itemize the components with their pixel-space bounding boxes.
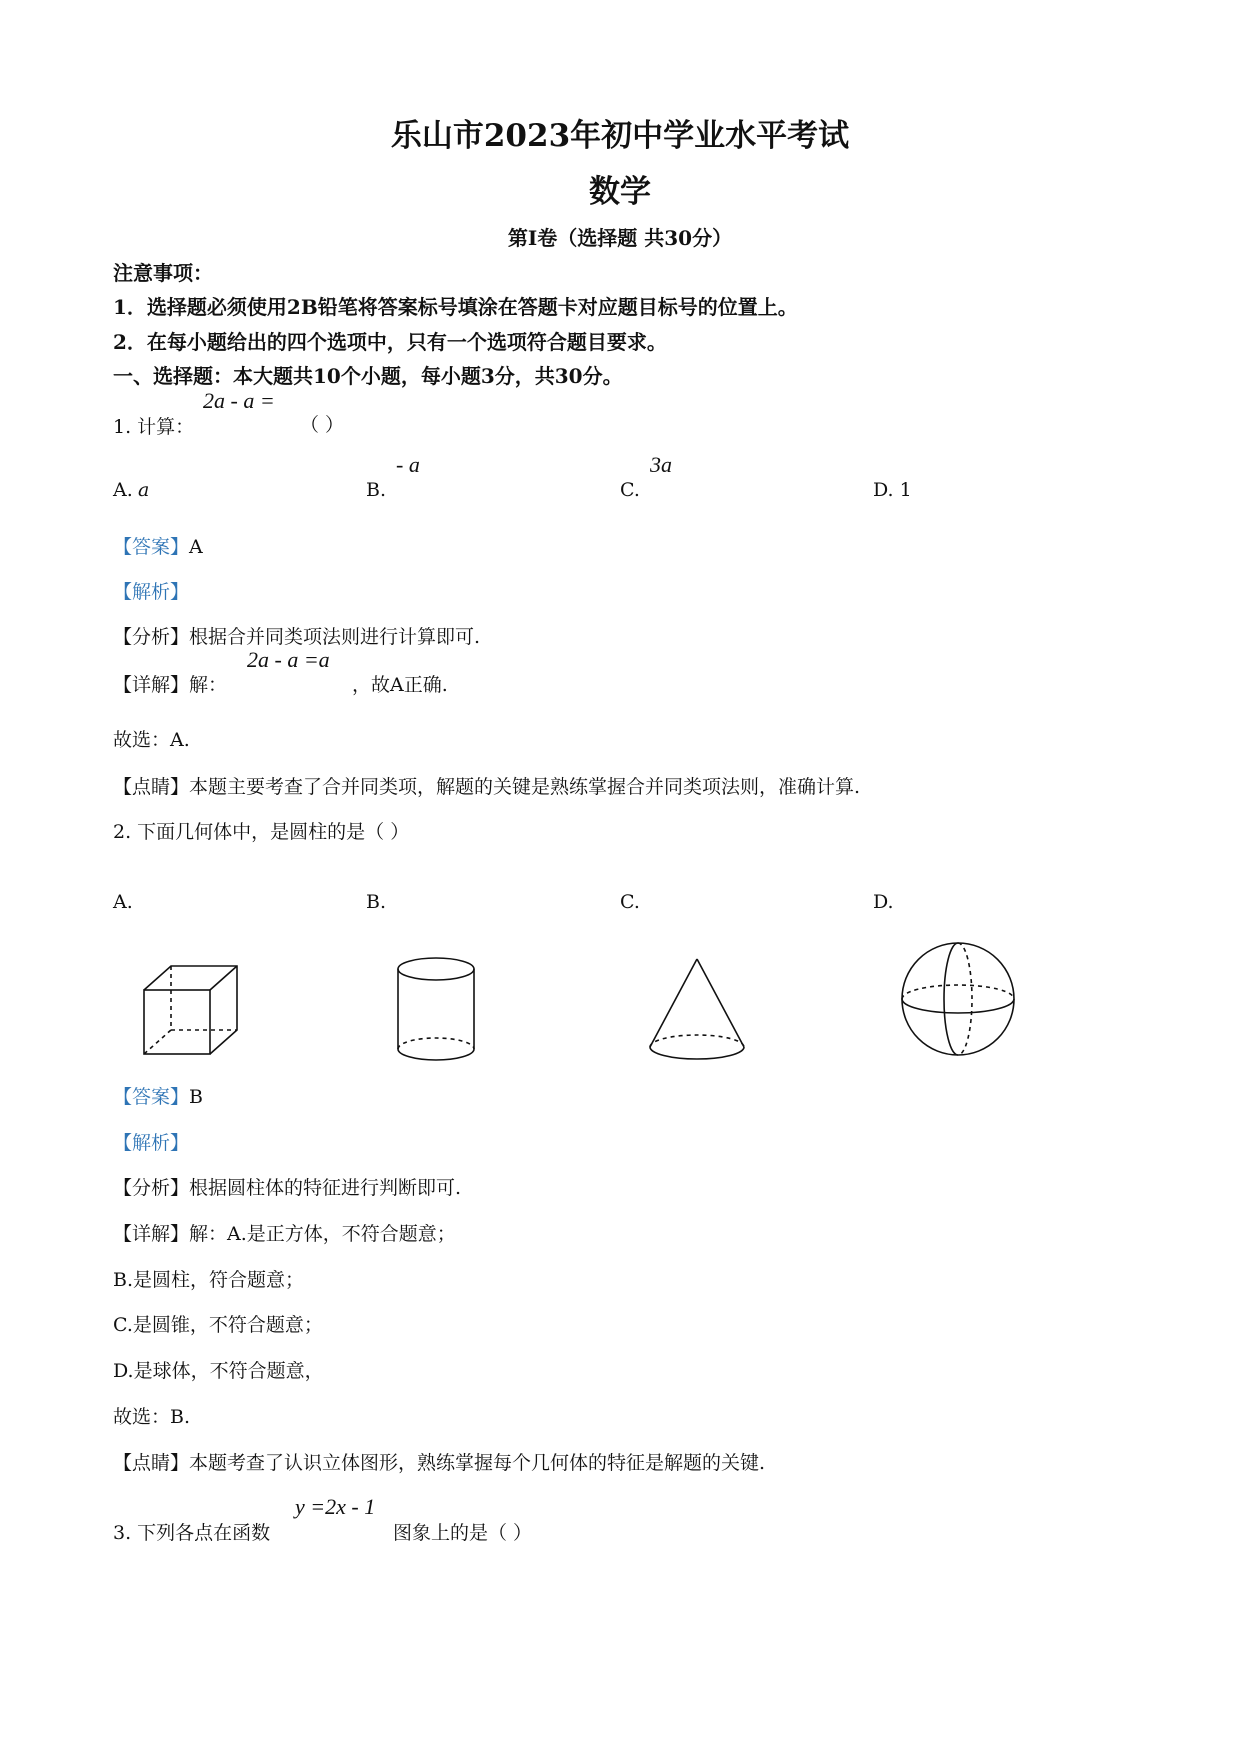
q2-answer-tag: 【答案】 <box>113 1086 190 1108</box>
q1-analysis-tag: 【解析】 <box>113 581 190 603</box>
q3-stem-prefix: 3. 下列各点在函数 <box>113 1522 271 1544</box>
q1-paren: （ ） <box>300 414 345 436</box>
q2-dianjing: 【点睛】本题考查了认识立体图形，熟练掌握每个几何体的特征是解题的关键. <box>113 1452 766 1474</box>
cone-base-back <box>650 1035 744 1047</box>
cone-base-front <box>650 1047 744 1059</box>
q1-xiangjie-formula: 2a - a =a <box>247 647 330 672</box>
notes-item-2: 2．在每小题给出的四个选项中，只有一个选项符合题目要求。 <box>113 330 667 354</box>
q1-answer <box>113 532 203 559</box>
sphere-meridian-front <box>944 943 958 1055</box>
q1-option-b-value: - a <box>396 452 420 477</box>
q2-answer <box>113 1082 203 1109</box>
cone-left-side <box>650 959 697 1047</box>
part-one-heading: 一、选择题：本大题共10个小题，每小题3分，共30分。 <box>113 364 623 388</box>
q2-guxuan: 故选：B. <box>113 1406 191 1428</box>
q1-option-c-value: 3a <box>650 452 672 477</box>
cone-right-side <box>697 959 744 1047</box>
notes-item-1: 1．选择题必须使用2B铅笔将答案标号填涂在答题卡对应题目标号的位置上。 <box>113 295 798 319</box>
q2-xiangjie: 【详解】解：A.是正方体，不符合题意； <box>113 1223 456 1245</box>
q2-option-a-label: A. <box>113 891 133 913</box>
sphere-figure <box>899 940 1017 1058</box>
sphere-equator-back <box>902 985 1014 999</box>
sphere-outline <box>902 943 1014 1055</box>
cylinder-bottom-front <box>398 1049 474 1060</box>
cylinder-bottom-back <box>398 1038 474 1049</box>
sphere-equator-front <box>902 999 1014 1013</box>
q2-line-b: B.是圆柱，符合题意； <box>113 1269 305 1291</box>
cube-front-face <box>144 990 210 1054</box>
cone-figure <box>647 955 747 1067</box>
q1-option-c-label: C. <box>620 479 640 501</box>
q1-option-d: D. 1 <box>873 479 912 501</box>
q1-answer-value: A <box>189 536 203 558</box>
q1-option-a-value: a <box>138 479 150 501</box>
q1-guxuan: 故选：A. <box>113 729 190 751</box>
cylinder-figure <box>395 955 477 1065</box>
q1-option-a-label: A. <box>113 479 133 501</box>
q1-xiangjie-suffix: ，故A正确. <box>352 674 448 696</box>
q2-fenxi: 【分析】根据圆柱体的特征进行判断即可. <box>113 1177 462 1199</box>
q2-analysis-tag: 【解析】 <box>113 1132 190 1154</box>
q1-option-b-label: B. <box>366 479 387 501</box>
q3-formula: y =2x - 1 <box>295 1494 376 1519</box>
q2-line-c: C.是圆锥，不符合题意； <box>113 1314 323 1336</box>
q1-xiangjie-prefix: 【详解】解： <box>113 674 228 696</box>
cube-figure <box>140 960 240 1060</box>
q2-option-b-label: B. <box>366 891 387 913</box>
q2-option-d-label: D. <box>873 891 894 913</box>
q1-answer-tag: 【答案】 <box>113 536 190 558</box>
section-title: 第I卷（选择题 共30分） <box>507 226 733 250</box>
cube-top-right-edge <box>210 966 237 990</box>
q2-answer-value: B <box>189 1086 203 1108</box>
cube-hidden-diagonal <box>144 1030 171 1054</box>
q1-formula: 2a - a = <box>203 388 275 413</box>
subject-title: 数学 <box>589 174 651 210</box>
q2-option-c-label: C. <box>620 891 640 913</box>
q1-stem: 1. 计算： <box>113 416 195 438</box>
cylinder-top-ellipse <box>398 958 474 980</box>
q3-stem-suffix: 图象上的是（ ） <box>393 1522 533 1544</box>
q1-fenxi: 【分析】根据合并同类项法则进行计算即可. <box>113 626 481 648</box>
q2-stem: 2. 下面几何体中，是圆柱的是（ ） <box>113 821 410 843</box>
q1-dianjing: 【点睛】本题主要考查了合并同类项，解题的关键是熟练掌握合并同类项法则，准确计算. <box>113 776 861 798</box>
exam-title: 乐山市2023年初中学业水平考试 <box>390 118 850 154</box>
sphere-meridian-back <box>958 943 972 1055</box>
q2-line-d: D.是球体，不符合题意， <box>113 1360 324 1382</box>
notes-heading: 注意事项： <box>113 261 213 285</box>
